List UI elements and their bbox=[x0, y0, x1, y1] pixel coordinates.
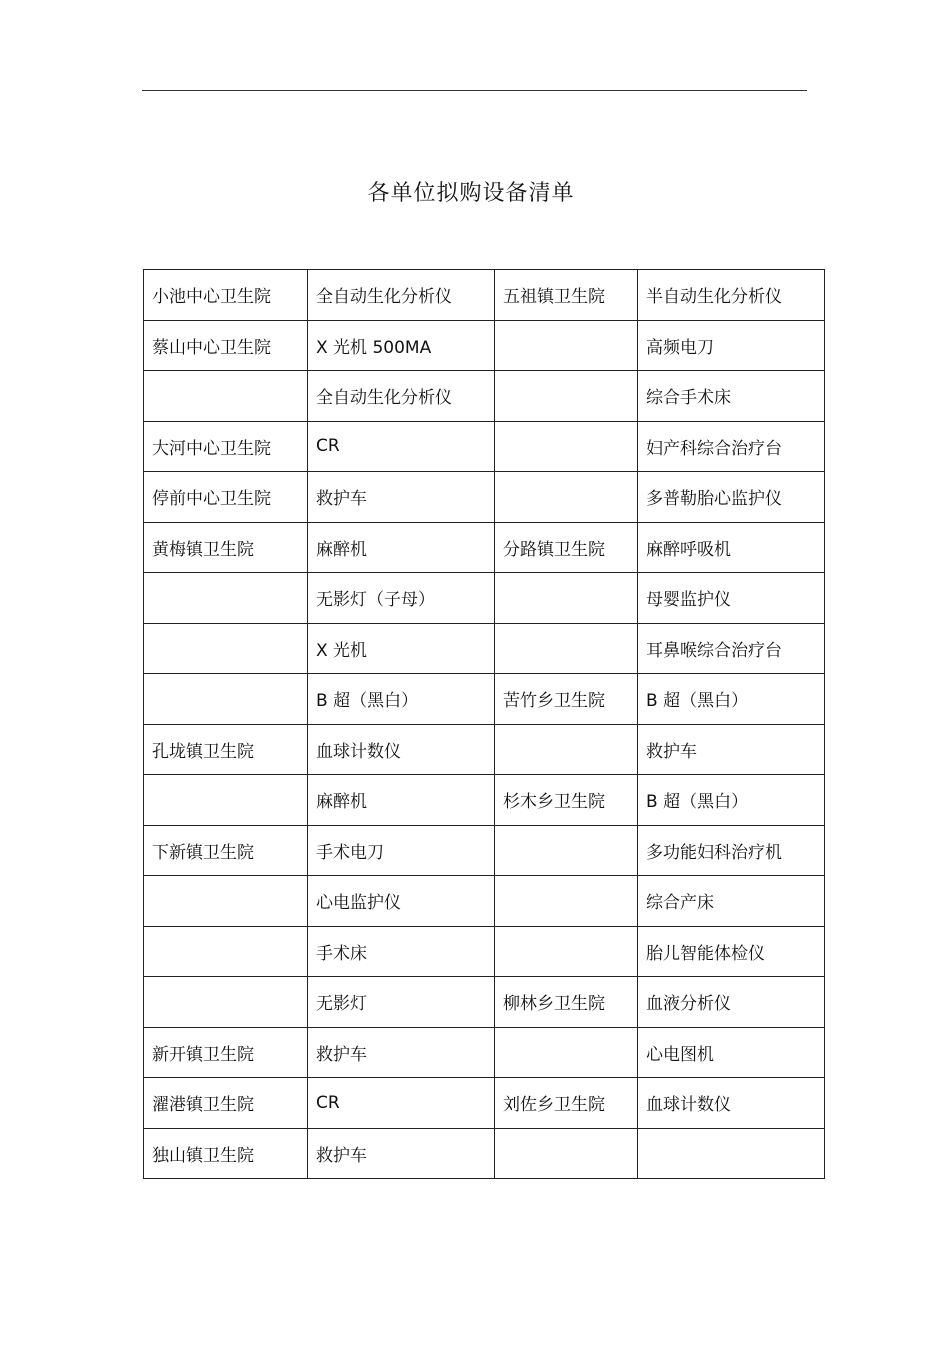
unit-a-cell bbox=[144, 977, 308, 1028]
table-row bbox=[144, 724, 825, 775]
unit-a-cell bbox=[144, 573, 308, 624]
equipment-b-cell: 综合手术床 bbox=[638, 371, 825, 422]
equipment-a-cell: 救护车 bbox=[308, 472, 495, 523]
unit-a-cell bbox=[144, 775, 308, 826]
table-row bbox=[144, 876, 825, 927]
unit-b-cell: 苦竹乡卫生院 bbox=[495, 674, 638, 725]
unit-a-cell bbox=[144, 623, 308, 674]
equipment-b-cell: 半自动生化分析仪 bbox=[638, 270, 825, 321]
unit-b-cell bbox=[495, 825, 638, 876]
equipment-b-cell: 高频电刀 bbox=[638, 320, 825, 371]
unit-b-cell bbox=[495, 1027, 638, 1078]
equipment-b-cell: 多功能妇科治疗机 bbox=[638, 825, 825, 876]
equipment-b-cell: B 超（黑白） bbox=[638, 674, 825, 725]
equipment-a-cell: 心电监护仪 bbox=[308, 876, 495, 927]
unit-b-cell: 分路镇卫生院 bbox=[495, 522, 638, 573]
table-row bbox=[144, 472, 825, 523]
unit-a-cell: 孔垅镇卫生院 bbox=[144, 724, 308, 775]
unit-b-cell bbox=[495, 623, 638, 674]
header-rule bbox=[142, 90, 807, 91]
equipment-table-body bbox=[144, 270, 825, 1179]
equipment-a-cell: B 超（黑白） bbox=[308, 674, 495, 725]
unit-a-cell: 濯港镇卫生院 bbox=[144, 1078, 308, 1129]
table-row bbox=[144, 522, 825, 573]
table-row bbox=[144, 371, 825, 422]
equipment-a-cell: CR bbox=[308, 1078, 495, 1129]
equipment-b-cell: B 超（黑白） bbox=[638, 775, 825, 826]
equipment-b-cell: 血球计数仪 bbox=[638, 1078, 825, 1129]
unit-b-cell bbox=[495, 1128, 638, 1179]
unit-a-cell bbox=[144, 926, 308, 977]
table-row bbox=[144, 825, 825, 876]
equipment-b-cell: 胎儿智能体检仪 bbox=[638, 926, 825, 977]
equipment-b-cell: 心电图机 bbox=[638, 1027, 825, 1078]
equipment-a-cell: 全自动生化分析仪 bbox=[308, 270, 495, 321]
unit-a-cell: 下新镇卫生院 bbox=[144, 825, 308, 876]
table-row bbox=[144, 320, 825, 371]
table-row bbox=[144, 926, 825, 977]
table-row bbox=[144, 623, 825, 674]
equipment-a-cell: 麻醉机 bbox=[308, 522, 495, 573]
unit-b-cell bbox=[495, 926, 638, 977]
table-row bbox=[144, 270, 825, 321]
equipment-a-cell: 无影灯（子母） bbox=[308, 573, 495, 624]
equipment-b-cell bbox=[638, 1128, 825, 1179]
unit-b-cell bbox=[495, 371, 638, 422]
unit-a-cell: 独山镇卫生院 bbox=[144, 1128, 308, 1179]
table-row bbox=[144, 573, 825, 624]
table-row bbox=[144, 1078, 825, 1129]
unit-a-cell: 小池中心卫生院 bbox=[144, 270, 308, 321]
unit-b-cell bbox=[495, 876, 638, 927]
unit-b-cell: 杉木乡卫生院 bbox=[495, 775, 638, 826]
equipment-b-cell: 母婴监护仪 bbox=[638, 573, 825, 624]
table-row bbox=[144, 977, 825, 1028]
table-row bbox=[144, 1027, 825, 1078]
equipment-a-cell: 无影灯 bbox=[308, 977, 495, 1028]
equipment-a-cell: CR bbox=[308, 421, 495, 472]
table-row bbox=[144, 775, 825, 826]
table-row bbox=[144, 421, 825, 472]
equipment-a-cell: 救护车 bbox=[308, 1128, 495, 1179]
equipment-a-cell: 手术床 bbox=[308, 926, 495, 977]
unit-b-cell bbox=[495, 472, 638, 523]
unit-b-cell bbox=[495, 421, 638, 472]
equipment-a-cell: 血球计数仪 bbox=[308, 724, 495, 775]
equipment-a-cell: X 光机 500MA bbox=[308, 320, 495, 371]
equipment-a-cell: 救护车 bbox=[308, 1027, 495, 1078]
equipment-b-cell: 妇产科综合治疗台 bbox=[638, 421, 825, 472]
unit-a-cell: 黄梅镇卫生院 bbox=[144, 522, 308, 573]
equipment-a-cell: 麻醉机 bbox=[308, 775, 495, 826]
unit-b-cell: 柳林乡卫生院 bbox=[495, 977, 638, 1028]
document-title: 各单位拟购设备清单 bbox=[367, 181, 575, 206]
unit-a-cell: 蔡山中心卫生院 bbox=[144, 320, 308, 371]
unit-b-cell: 刘佐乡卫生院 bbox=[495, 1078, 638, 1129]
unit-b-cell: 五祖镇卫生院 bbox=[495, 270, 638, 321]
unit-a-cell: 停前中心卫生院 bbox=[144, 472, 308, 523]
equipment-b-cell: 救护车 bbox=[638, 724, 825, 775]
unit-a-cell: 大河中心卫生院 bbox=[144, 421, 308, 472]
equipment-table bbox=[143, 269, 825, 1179]
unit-a-cell bbox=[144, 876, 308, 927]
equipment-a-cell: 全自动生化分析仪 bbox=[308, 371, 495, 422]
unit-a-cell bbox=[144, 371, 308, 422]
unit-b-cell bbox=[495, 320, 638, 371]
table-row bbox=[144, 674, 825, 725]
equipment-a-cell: 手术电刀 bbox=[308, 825, 495, 876]
equipment-b-cell: 多普勒胎心监护仪 bbox=[638, 472, 825, 523]
equipment-b-cell: 耳鼻喉综合治疗台 bbox=[638, 623, 825, 674]
equipment-b-cell: 血液分析仪 bbox=[638, 977, 825, 1028]
unit-a-cell bbox=[144, 674, 308, 725]
unit-b-cell bbox=[495, 724, 638, 775]
table-row bbox=[144, 1128, 825, 1179]
equipment-b-cell: 麻醉呼吸机 bbox=[638, 522, 825, 573]
equipment-b-cell: 综合产床 bbox=[638, 876, 825, 927]
unit-a-cell: 新开镇卫生院 bbox=[144, 1027, 308, 1078]
unit-b-cell bbox=[495, 573, 638, 624]
equipment-a-cell: X 光机 bbox=[308, 623, 495, 674]
